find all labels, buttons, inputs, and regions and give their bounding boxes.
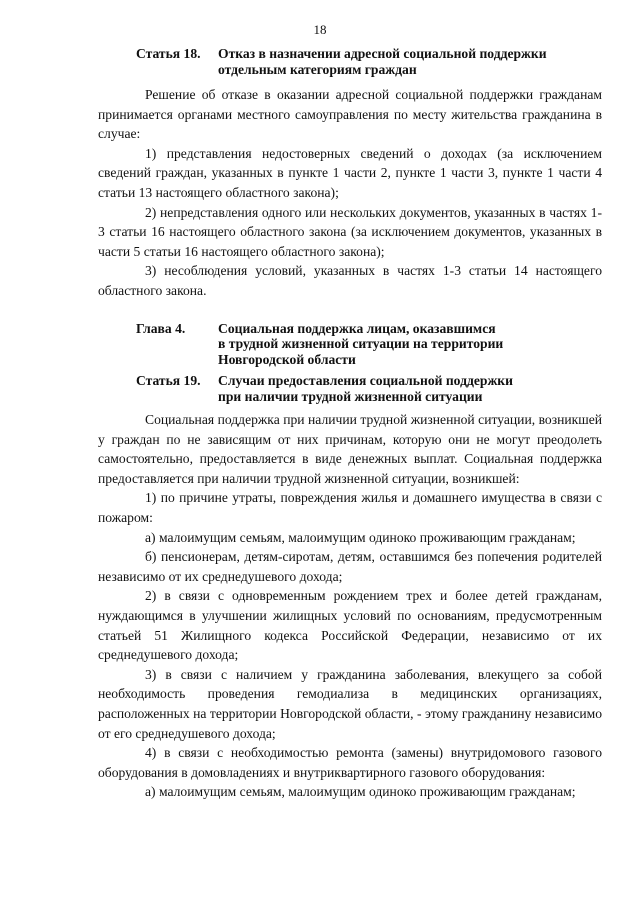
- article-19-title: [218, 373, 602, 404]
- article-19-paragraph: а) малоимущим семьям, малоимущим одиноко проживающим гражданам;: [145, 529, 576, 545]
- article-19-paragraph: Социальная поддержка при наличии трудной жизненной ситуации, возникшей у граждан по не зависящим от них причинам, которую они не могут преодолеть самостоятельно, предоставляется в виде денежных выплат. Социальная поддержка предоставляется при наличии трудной жизненной ситуации, возникшей:: [98, 412, 602, 486]
- article-18-label: Статья 18.: [136, 46, 201, 61]
- chapter-4-title-line: в трудной жизненной ситуации на территории: [218, 336, 504, 352]
- article-19-heading: [136, 373, 602, 404]
- article-19-label: Статья 19.: [136, 373, 201, 389]
- article-18-paragraph: 1) представления недостоверных сведений о доходах (за исключением сведений граждан, указанных в пункте 1 части 2, пункте 1 части 3, пункте 1 части 4 статьи 13 настоящего областного закона);: [98, 145, 602, 200]
- article-18-heading: [136, 46, 602, 77]
- article-19-title-line: при наличии трудной жизненной ситуации: [218, 388, 483, 404]
- chapter-4-title-line: Новгородской области: [218, 351, 356, 367]
- article-18-paragraph: 2) непредставления одного или нескольких документов, указанных в частях 1-3 статьи 16 настоящего областного закона (за исключением документов, указанных в части 5 статьи 16 настоящего областного закона);: [98, 204, 602, 259]
- chapter-4-title: [218, 321, 602, 368]
- article-19-paragraph: 3) в связи с наличием у гражданина заболевания, влекущего за собой необходимость проведения гемодиализа в медицинских организациях, расположенных на территории Новгородской области, - этому гражданину независимо от его среднедушевого дохода;: [98, 666, 602, 741]
- article-19-paragraph: 4) в связи с необходимостью ремонта (замены) внутридомового газового оборудования в домовладениях и внутриквартирного газового оборудования:: [98, 745, 602, 780]
- article-19-paragraph: б) пенсионерам, детям-сиротам, детям, оставшимся без попечения родителей независимо от их среднедушевого дохода;: [98, 549, 602, 584]
- article-18-paragraph: Решение об отказе в оказании адресной социальной поддержки гражданам принимается органами местного самоуправления по месту жительства гражданина в случае:: [98, 87, 602, 142]
- article-19-paragraph: 2) в связи с одновременным рождением трех и более детей гражданам, нуждающимся в улучшении жилищных условий по основаниям, предусмотренным статьей 51 Жилищного кодекса Российской Федерации, независимо от их среднедушевого дохода;: [98, 588, 602, 663]
- article-18-title-line: Отказ в назначении адресной социальной поддержки: [218, 46, 547, 61]
- article-19-title-line: Случаи предоставления социальной поддержки: [218, 373, 513, 389]
- article-18-title: [218, 46, 602, 77]
- chapter-4-label: Глава 4.: [136, 320, 186, 336]
- page-number: 18: [313, 22, 327, 37]
- chapter-4-heading: [136, 321, 602, 368]
- article-18-paragraph: 3) несоблюдения условий, указанных в частях 1-3 статьи 14 настоящего областного закона.: [98, 263, 602, 298]
- article-19-paragraph: а) малоимущим семьям, малоимущим одиноко проживающим гражданам;: [145, 784, 576, 800]
- chapter-4-title-line: Социальная поддержка лицам, оказавшимся: [218, 320, 496, 336]
- article-18-title-line: отдельным категориям граждан: [218, 61, 417, 77]
- article-19-paragraph: 1) по причине утраты, повреждения жилья и домашнего имущества в связи с пожаром:: [98, 490, 602, 525]
- page-content: [98, 40, 602, 802]
